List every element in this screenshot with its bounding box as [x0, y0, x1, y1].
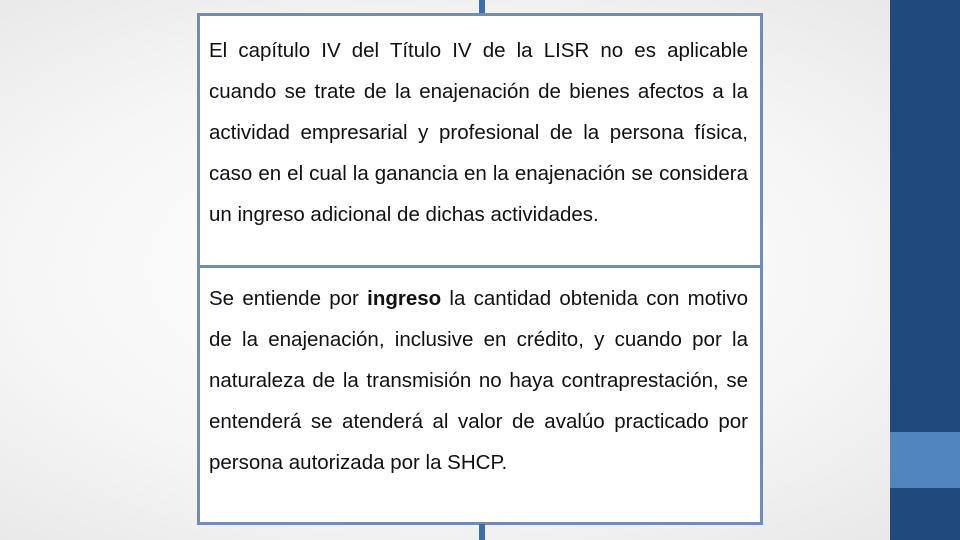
- side-accent-bar-bottom: [890, 488, 960, 540]
- side-accent-bar-middle: [890, 432, 960, 488]
- text-box-ingreso-definition: [197, 265, 763, 525]
- ingreso-bold-term: ingreso: [367, 287, 442, 310]
- paragraph-lead-text: Se entiende por: [209, 287, 368, 310]
- paragraph-capitulo-iv: El capítulo IV del Título IV de la LISR no es aplicable cuando se trate de la enajenación de bienes afectos a la actividad empresarial y profesional de la persona física, caso en el cual la ganancia en la enajenación se considera un ingreso adicional de dichas actividades.: [209, 39, 748, 226]
- paragraph-rest-text: la cantidad obtenida con motivo de la enajenación, inclusive en crédito, y cuando por la naturaleza de la transmisión no haya contraprestación, se entenderá se atenderá al valor de avalúo practicado por persona autorizada por la SHCP.: [209, 287, 748, 474]
- paragraph-ingreso-definition: [209, 278, 748, 483]
- top-connector-line: [479, 0, 485, 14]
- bottom-connector-line: [479, 524, 485, 540]
- text-box-capitulo-iv: [197, 13, 763, 269]
- side-accent-bar-top: [890, 0, 960, 432]
